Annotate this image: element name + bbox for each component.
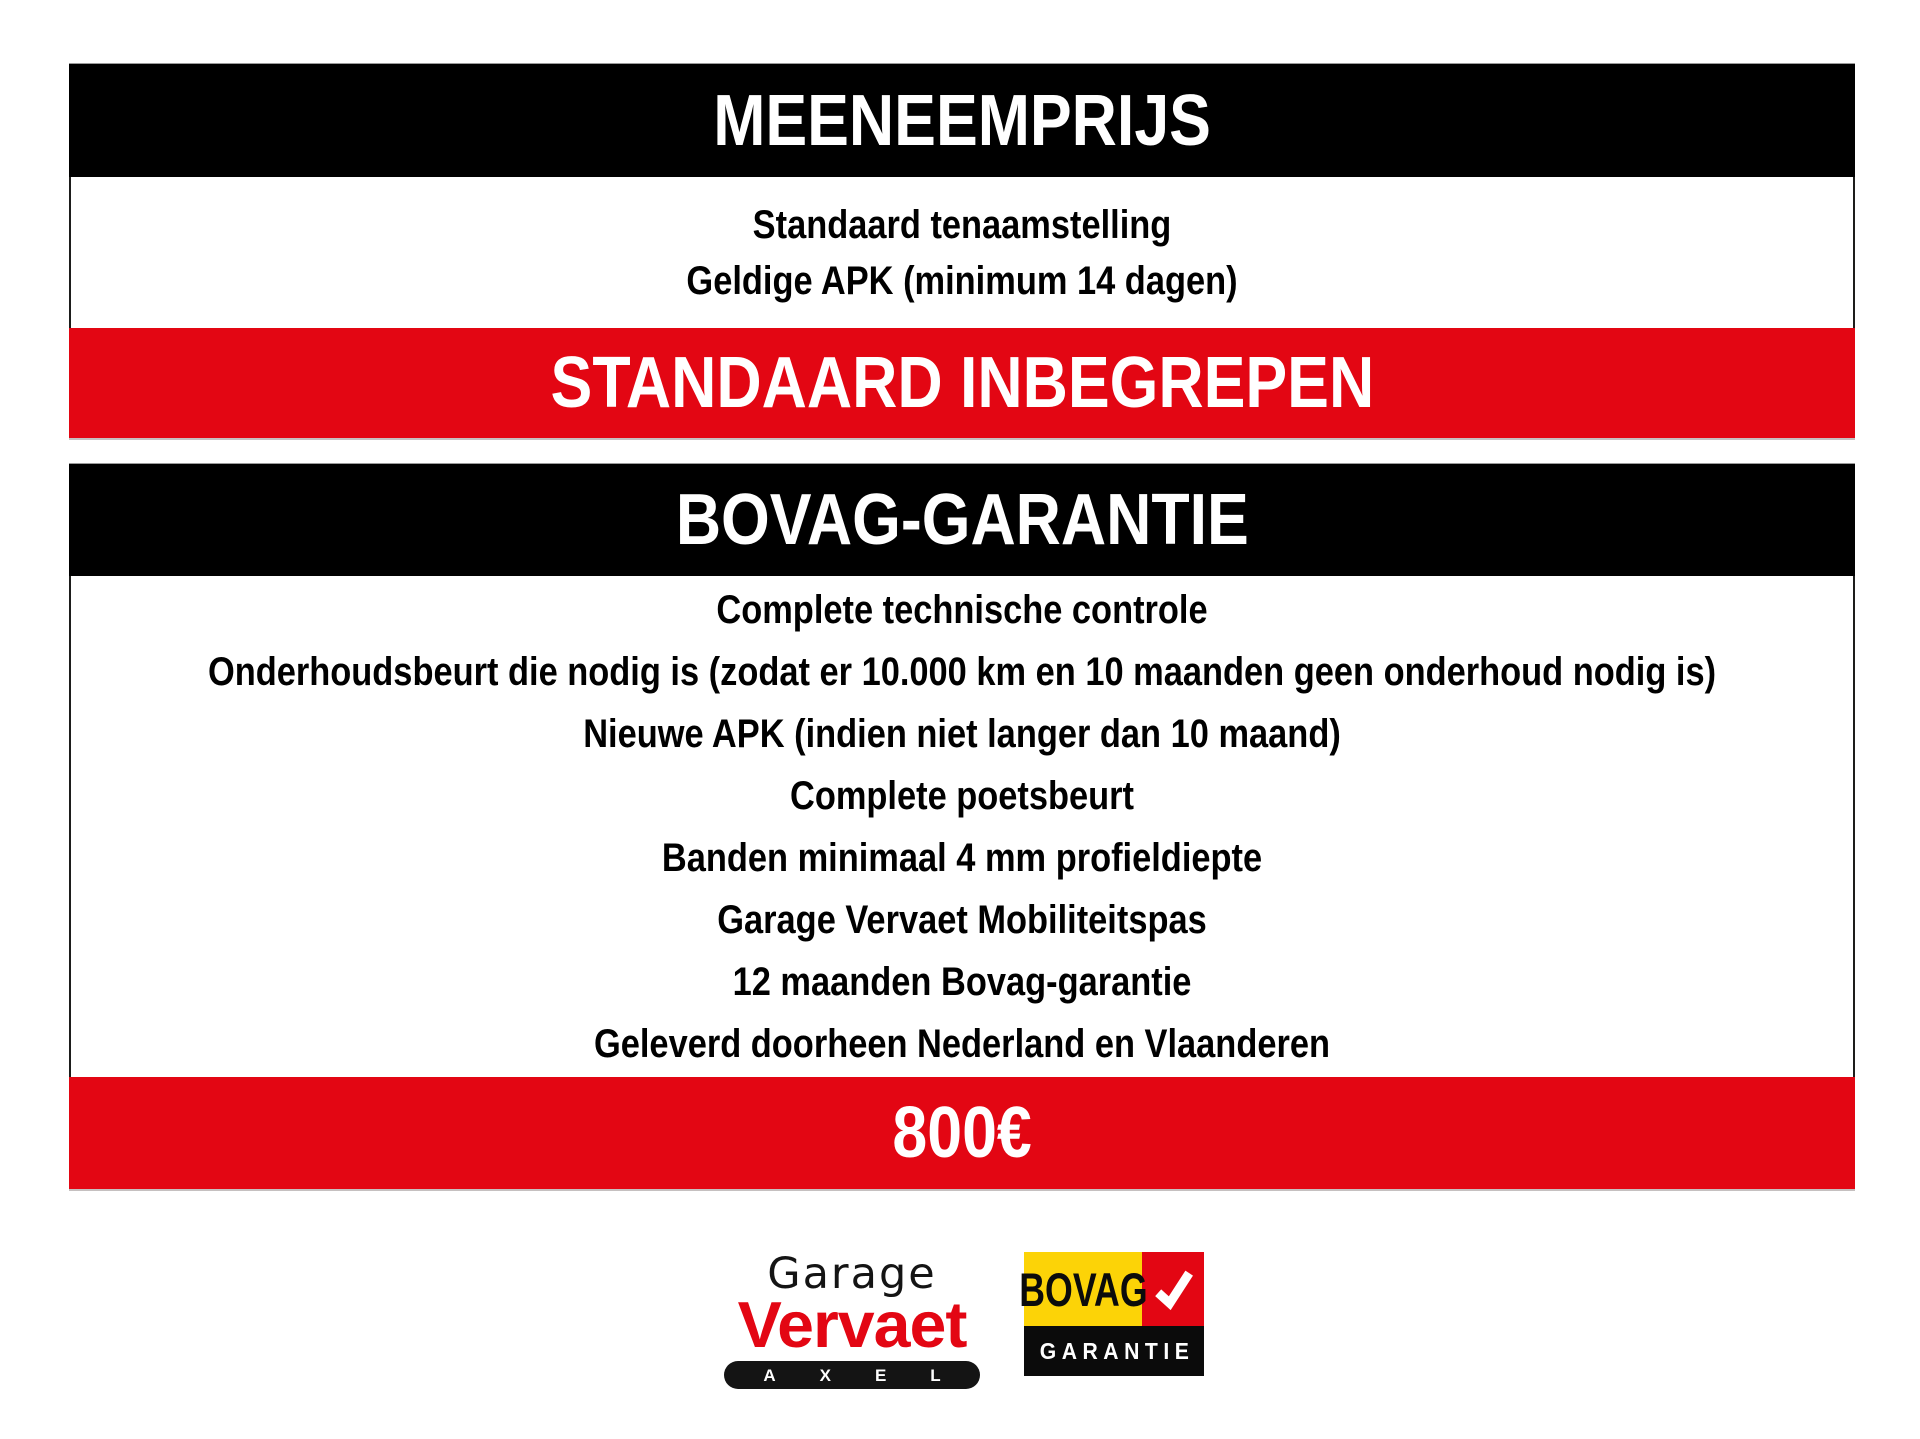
bovag-logo-top	[1018, 1252, 1204, 1326]
check-icon	[1148, 1264, 1198, 1314]
bovag-logo-text: BOVAG	[1018, 1262, 1148, 1316]
list-item: Geleverd doorheen Nederland en Vlaanderen	[593, 1021, 1330, 1066]
list-item: Complete technische controle	[716, 587, 1208, 632]
bovag-logo-wordmark	[1018, 1252, 1148, 1326]
meeneemprijs-body	[69, 177, 1855, 328]
bovag-garantie-card	[69, 463, 1855, 1189]
bovag-garantie-title: BOVAG-GARANTIE	[675, 480, 1249, 560]
meeneemprijs-card	[69, 63, 1855, 438]
standaard-inbegrepen-label: STANDAARD INBEGREPEN	[550, 343, 1374, 423]
list-item: Nieuwe APK (indien niet langer dan 10 maand)	[583, 711, 1341, 756]
list-item: 12 maanden Bovag-garantie	[732, 959, 1192, 1004]
bovag-garantie-text: GARANTIE	[1039, 1337, 1195, 1364]
meeneemprijs-title: MEENEEMPRIJS	[713, 80, 1211, 161]
axel-badge-label: AXEL	[763, 1365, 985, 1385]
bovag-logo-check-box	[1142, 1252, 1204, 1326]
bovag-garantie-body	[69, 576, 1855, 1077]
bovag-garantie-header-bar	[69, 463, 1855, 576]
list-item: Complete poetsbeurt	[789, 773, 1135, 818]
bovag-logo-garantie-strip	[1024, 1326, 1204, 1376]
standaard-inbegrepen-bar	[69, 328, 1855, 438]
bovag-garantie-logo	[1018, 1252, 1204, 1376]
list-item: Geldige APK (minimum 14 dagen)	[686, 258, 1238, 303]
garage-vervaet-logo	[724, 1249, 985, 1389]
price-value: 800€	[892, 1093, 1032, 1173]
footer-logos	[724, 1249, 1204, 1389]
list-item: Onderhoudsbeurt die nodig is (zodat er 10.000 km en 10 maanden geen onderhoud nodig is)	[207, 649, 1717, 694]
price-bar	[69, 1077, 1855, 1189]
garage-vervaet-logo-line2: Vervaet	[737, 1288, 967, 1361]
meeneemprijs-header-bar	[69, 63, 1855, 177]
list-item: Garage Vervaet Mobiliteitspas	[717, 897, 1207, 942]
list-item: Standaard tenaamstelling	[752, 202, 1172, 247]
list-item: Banden minimaal 4 mm profieldiepte	[661, 835, 1263, 880]
axel-badge	[724, 1361, 985, 1389]
garage-vervaet-logo-line1: Garage	[767, 1249, 937, 1299]
